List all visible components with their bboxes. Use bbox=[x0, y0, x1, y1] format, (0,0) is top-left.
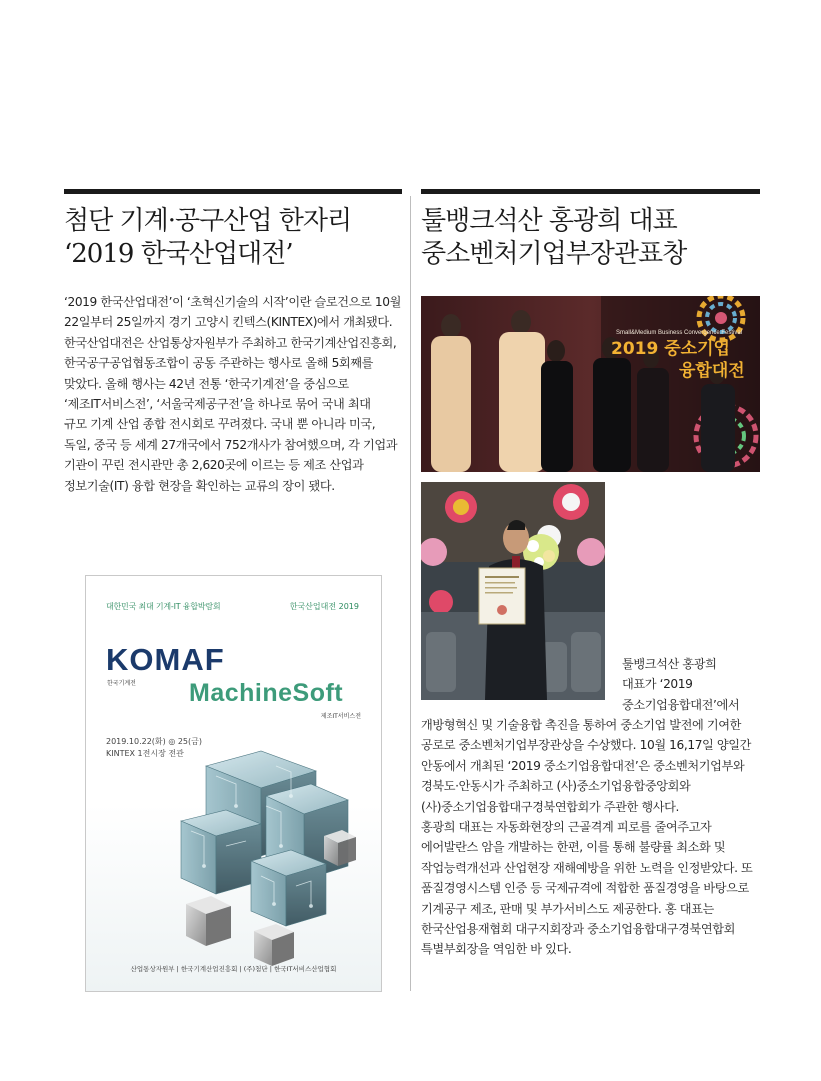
right-headline-line: 툴뱅크석산 홍광희 대표 bbox=[421, 206, 677, 236]
komaf-logo-subtitle: 한국기계전 bbox=[107, 680, 136, 687]
brochure-tagline: 대한민국 최대 기계-IT 융합박람회 bbox=[106, 602, 221, 611]
body-line: 에어발란스 암을 개발하는 한편, 이를 통해 불량률 최소화 및 bbox=[421, 840, 726, 855]
body-line: 독일, 중국 등 세계 27개국에서 752개사가 참여했으며, 각 기업과 bbox=[64, 437, 398, 452]
right-body-text bbox=[421, 715, 752, 960]
body-line: 경북도·안동시가 주최하고 (사)중소기업융합중앙회와 bbox=[421, 779, 691, 794]
award-ceremony-photo bbox=[421, 296, 760, 472]
body-line: 기계공구 제조, 판매 및 부가서비스도 제공한다. 홍 대표는 bbox=[421, 901, 714, 916]
komaf-logo: KOMAF bbox=[106, 642, 225, 677]
body-line: 22일부터 25일까지 경기 고양시 킨텍스(KINTEX)에서 개최됐다. bbox=[64, 315, 393, 330]
body-line: ‘제조IT서비스전’, ‘서울국제공구전’을 하나로 묶어 국내 최대 bbox=[64, 397, 371, 412]
circuit-cubes-artwork bbox=[86, 726, 381, 966]
left-headline bbox=[64, 205, 351, 271]
body-line: 공로로 중소벤처기업부장관상을 수상했다. 10월 16,17일 양일간 bbox=[421, 738, 752, 753]
body-line: 작업능력개선과 산업현장 재해예방을 위한 노력을 인정받았다. 또 bbox=[421, 860, 753, 875]
body-line: 안동에서 개최된 ‘2019 중소기업융합대전’은 중소벤처기업부와 bbox=[421, 758, 745, 773]
caption-line: 중소기업융합대전’에서 bbox=[622, 697, 740, 712]
body-line: 정보기술(IT) 융합 현장을 확인하는 교류의 장이 됐다. bbox=[64, 478, 335, 493]
body-line: ‘2019 한국산업대전’이 ‘초혁신기술의 시작’이란 슬로건으로 10월 bbox=[64, 295, 401, 309]
right-headline bbox=[421, 205, 686, 271]
caption-line: 툴뱅크석산 홍광희 bbox=[622, 657, 717, 671]
left-headline-line: ‘2019 한국산업대전’ bbox=[64, 239, 293, 269]
right-headline-line: 중소벤처기업부장관표창 bbox=[421, 239, 687, 269]
banner-title-line2: 융합대전 bbox=[679, 361, 745, 381]
body-line: 맞았다. 올해 행사는 42년 전통 ‘한국기계전’을 중심으로 bbox=[64, 376, 349, 391]
brochure-date: 2019.10.22(화) ◎ 25(금) bbox=[106, 737, 202, 746]
brochure-venue: KINTEX 1전시장 전관 bbox=[106, 749, 184, 758]
photo-caption bbox=[622, 654, 739, 715]
caption-line: 대표가 ‘2019 bbox=[622, 677, 693, 692]
body-line: 홍광희 대표는 자동화현장의 근골격계 피로를 줄여주고자 bbox=[421, 820, 712, 835]
column-divider bbox=[410, 196, 411, 991]
body-line: 품질경영시스템 인증 등 국제규격에 적합한 품질경영을 바탕으로 bbox=[421, 881, 749, 896]
award-recipient-photo bbox=[421, 482, 605, 700]
machinesoft-logo: MachineSoft bbox=[189, 679, 344, 707]
brochure-organizers: 산업통상자원부 | 한국기계산업진흥회 | (주)첨단 | 한국IT서비스산업협회 bbox=[130, 965, 337, 973]
left-body-text bbox=[64, 292, 401, 496]
body-line: 기관이 꾸린 전시관만 총 2,620곳에 이르는 등 제조 산업과 bbox=[64, 458, 364, 473]
left-column-rule bbox=[64, 189, 402, 194]
banner-title-line1: 2019 중소기업 bbox=[611, 339, 730, 359]
body-line: 한국산업용재협회 대구지회장과 중소기업융합대구경북연합회 bbox=[421, 922, 736, 937]
left-headline-line: 첨단 기계·공구산업 한자리 bbox=[64, 206, 352, 236]
banner-subtitle: Small&Medium Business Convergence Festival bbox=[616, 330, 743, 336]
right-column-rule bbox=[421, 189, 760, 194]
brochure-event-name: 한국산업대전 2019 bbox=[289, 602, 359, 611]
body-line: (사)중소기업융합대구경북연합회가 주관한 행사다. bbox=[421, 799, 679, 814]
body-line: 개방형혁신 및 기술융합 촉진을 통하여 중소기업 발전에 기여한 bbox=[421, 718, 742, 732]
komaf-brochure-image bbox=[85, 575, 382, 992]
body-line: 특별부회장을 역임한 바 있다. bbox=[421, 942, 572, 957]
stage-scene-graphic bbox=[421, 296, 760, 472]
machinesoft-logo-subtitle: 제조IT서비스전 bbox=[320, 713, 361, 720]
body-line: 규모 기계 산업 종합 전시회로 꾸려졌다. 국내 뿐 아니라 미국, bbox=[64, 417, 376, 432]
recipient-scene-graphic bbox=[421, 482, 605, 700]
body-line: 한국공구공업협동조합이 공동 주관하는 행사로 올해 5회째를 bbox=[64, 356, 374, 371]
body-line: 한국산업대전은 산업통상자원부가 주최하고 한국기계산업진흥회, bbox=[64, 335, 397, 350]
